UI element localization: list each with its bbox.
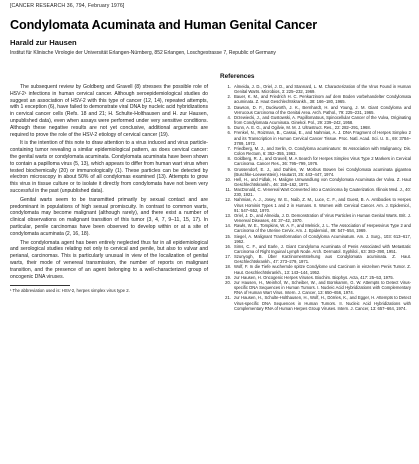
references-column — [220, 73, 411, 311]
reference-number: 21. — [225, 295, 231, 301]
body-paragraph: Genital warts seem to be transmitted primarily by sexual contact and are predominant in populations of high sexual promiscuity. In contrast to common warts, condylomata may become malignant (although rarely), and there exist a number of clinical observations on malignant transition of this tumor (3, 4, 7, 9–11, 15, 17). In particular, penile carcinomas have been observed to develop within or at a site of condylomata acuminata (2, 16, 18). — [10, 196, 208, 237]
reference-number: 16. — [225, 243, 231, 249]
footnote-divider — [10, 285, 70, 286]
reference-item — [220, 146, 411, 156]
reference-item — [220, 156, 411, 166]
reference-item — [220, 254, 411, 264]
reference-number: 17. — [225, 254, 231, 260]
reference-number: 3. — [227, 104, 231, 110]
reference-number: 6. — [227, 130, 231, 136]
references-heading: References — [220, 73, 255, 80]
reference-text: Szunyogh, B. Über Karzinomentstehung aus Condylomata acuminata. Z. Haut. Geschlechtskrankh., 47: 273–279, 1971. — [234, 254, 411, 265]
reference-text: zur Hausen, H., Schulte-Holthausen, H., Wolf, H., Dörries, K., and Egger, H. Attempts to Detect Virus-specific DNA Sequences in Human Tumors. II. Nucleic Acid Hybridizations with Complementary RNA of Human Herpes Group Viruses. Intern. J. Cancer, 13: 657–664, 1974. — [234, 295, 411, 311]
reference-text: Frenkel, N., Roizman, B., Cassai, E., and Nahmias, A. J. DNA Fragment of Herpes Simplex 2 and its Transcription in Human Cervical Cancer Tissue. Proc. Natl. Acad. Sci. U. S., 69: 3784–3789, 1972. — [234, 130, 411, 146]
two-column-body — [10, 73, 411, 311]
reference-text: zur Hausen, H., Meinhof, W., Scheiber, W., and Bornkamm, G. W. Attempts to Detect Virus-specific DNA Sequences in Human Tumors. I. Nucleic Acid Hybridizations with Complementary RNA of Human Wart Virus. Intern. J. Cancer, 13: 650–656, 1974. — [234, 279, 411, 296]
reference-item — [220, 295, 411, 310]
reference-number: 9. — [227, 166, 231, 172]
reference-number: 11. — [225, 187, 231, 193]
reference-item — [220, 264, 411, 274]
reference-number: 19. — [225, 274, 231, 280]
reference-list — [220, 84, 411, 311]
reference-text: zur Hausen, H. Oncogenic Herpes Viruses. Biochim. Biophys. Acta, 417: 25–53, 1975. — [234, 274, 394, 280]
reference-text: Dawson, D. F., Duckworth, J. K., Bernhardt, H. and Young, J. M. Giant Condyloma and Verrucous Carcinoma of the Genital Area. Arch. Pathol., 79: 225–231, 1965. — [234, 104, 411, 115]
reference-item — [220, 197, 411, 212]
reference-number: 1. — [227, 84, 231, 89]
body-paragraph: The condylomata agent has been entirely neglected thus far in all epidemiological and serological studies relating not only to cervical and penile, but also to vulvar and perianal, carcinomas. This is particularly unusual in view of the localization of genital warts, their mode of venereal transmission, the number of reports on malignant transition, and the presence of an agent belonging to a well-characterized group of oncogenic DNA viruses. — [10, 239, 208, 280]
reference-item — [220, 105, 411, 115]
reference-text: Drzewiecki, J., and Gustowski, A. Papillomatous, Spinocellular Cancer of the Vulva, Originating from Condylomata Acuminata. Ginekol. Pol., 29: 239–242, 1958. — [234, 114, 411, 126]
reference-item — [220, 244, 411, 254]
reference-number: 18. — [225, 264, 231, 270]
body-paragraph: It is the intention of this note to draw attention to a virus induced and virus particle-containing tumor revealing a similar epidemiological pattern, as does cervical cancer: the genital warts or condylomata acuminata. Condylomata acuminata have been shown to contain a papilloma virus (5, 13), which appears to differ from human wart virus when tested biochemically (20) or immunologically (1). These particles can be detected by electron microscopy in about 50% of all condylomas examined (13). Attempts to grow this virus in tissue culture or to isolate it directly from condylomata have not been very successful in the past (unpublished data). — [10, 140, 208, 194]
reference-item — [220, 234, 411, 244]
footnote: ¹ The abbreviation used is: HSV-2, herpes simplex virus type 2. — [10, 288, 130, 294]
reference-number: 2. — [227, 94, 231, 100]
reference-item — [220, 187, 411, 197]
reference-item — [220, 167, 411, 177]
reference-text: Nahmias, A. J., Josey, W. E., Naib, Z. M., Luce, C. F., and Guest, B. A. Antibodies to Herpes Virus Hominis Types 1 and 2 in Humans. II. Women with Cervical Cancer. Am. J. Epidemiol., 91: 547–552, 1970. — [234, 197, 411, 213]
reference-number: 5. — [227, 125, 231, 131]
reference-number: 13. — [225, 212, 231, 218]
reference-item — [220, 223, 411, 233]
reference-number: 10. — [225, 176, 231, 182]
reference-number: 15. — [225, 233, 231, 239]
reference-item — [220, 280, 411, 295]
reference-text: Almeida, J. D., Oriel, J. D., and Stannard, L. M. Characterization of the Virus Found in Human Genital Warts. Microbios, 3: 225–232, 1969. — [234, 84, 411, 95]
reference-item — [220, 115, 411, 125]
reference-text: Bauer, K. M., and Friedrich H. C. Penkarzinom auf dem Boden vorbehandelter Condylomata acuminata. Z. Haut Geschlechtskrankh., 38: 166–180, 1965. — [234, 94, 411, 105]
reference-text: Wolf, F. In die Tiefe wuchernde spitze Condylome und Carcinom in einzelnen Penis Tumor. Z. Haut. Geschlechtskrankh., 13: 143–144, 1952. — [234, 264, 411, 275]
reference-item — [220, 84, 411, 94]
reference-text: Hell, H., and Fidlak, H. Maligne Umwandlung von Condylomata Acuminata der Vulva. Z. Haut Geschlechtskrankh., 46: 155–162, 1971. — [234, 176, 411, 187]
reference-text: Dunn, A. E. G., and Ogilvie, M. M. J. Ultrastruct. Res., 22: 282–291, 1968. — [234, 125, 371, 131]
reference-number: 20. — [225, 279, 231, 285]
article-title: Condylomata Acuminata and Human Genital Cancer — [10, 18, 318, 32]
reference-number: 7. — [227, 145, 231, 151]
reference-item — [220, 94, 411, 104]
reference-number: 8. — [227, 156, 231, 162]
reference-text: MacDonald, C. Venereal Wart Converted into a Carcinoma by Cauterization. Illinois Med. J., 40: 230, 1921. — [234, 187, 411, 198]
reference-number: 4. — [227, 114, 231, 120]
author-name: Harald zur Hausen — [10, 38, 77, 47]
body-paragraph: The subsequent review by Goldberg and Gravell (8) stresses the possible role of HSV-2¹ infections in human cervical cancer. Although seroepidemiological studies do suggest an association of HSV-2 with this type of cancer (12, 14), repeated attempts, with 1 exception (6), have failed to demonstrate viral DNA by nucleic acid hybridizations in cervical cancer cells (Refs. 18 and 21; H. Schulte-Holthausen and H. zur Hausen, unpublished data), even when assays were performed under very sensitive conditions. Although these negative results are not yet conclusive, additional arguments are required to prove the role of the HSV-2 etiology of cervical cancer (19). — [10, 84, 208, 138]
reference-text: Goldberg, R. J., and Gravell, M. A Search for Herpes Simplex Virus Type 2 Markers in Cervical Carcinoma. Cancer Res., 36: 795–799, 1976. — [234, 156, 411, 167]
reference-text: Rawls, W. E., Tompkins, W. A. F., and Melnick, J. L. The Association of Herpesvirus Type 2 and Carcinoma of the Uterine Cervix. Am. J. Epidemiol., 89: 547–554, 1969. — [234, 223, 411, 234]
reference-text: Sims, C. F., and Earle, J. Giant Condyloma Acuminata of Penis Associated with Metastatic Carcinoma of Right Inguinal Lymph Node. Arch. Dermatol. Syphilol., 63: 383–390, 1951. — [234, 243, 411, 254]
reference-item — [220, 213, 411, 223]
running-head: [CANCER RESEARCH 36, 794, February 1976] — [10, 3, 125, 9]
reference-item — [220, 177, 411, 187]
reference-text: Grussendorf, E. J., and Dahlen, W. Morbus Bowen bei Condylomata acuminata gigantea (Buschke-Loewenstein). Hautarzt, 25: 443–447, 1974. — [234, 166, 411, 177]
reference-text: Siegel, A. Malignant Transformation of Condyloma Acuminatum. Am. J. Surg., 103: 613–617, 1962. — [234, 233, 411, 244]
reference-number: 12. — [225, 197, 231, 203]
author-affiliation: Institut für Klinische Virologie der Universität Erlangen-Nürnberg, 852 Erlangen, Loschgestrasse 7, Republic of Germany — [10, 50, 276, 56]
body-column — [10, 73, 208, 311]
reference-text: Oriel, J. D., and Almeida, J. D. Demonstration of Virus Particles in Human Genital Warts. Brit. J. Venereal Diseases, 46: 37–42, 1970. — [234, 212, 411, 224]
reference-item — [220, 130, 411, 145]
reference-number: 14. — [225, 223, 231, 229]
reference-text: Friedberg, M. J., and Serlin, O. Condyloma acuminatum: Its Association with Malignancy. Dis. Colon Rectum, 6: 352–355, 1963. — [234, 145, 411, 157]
